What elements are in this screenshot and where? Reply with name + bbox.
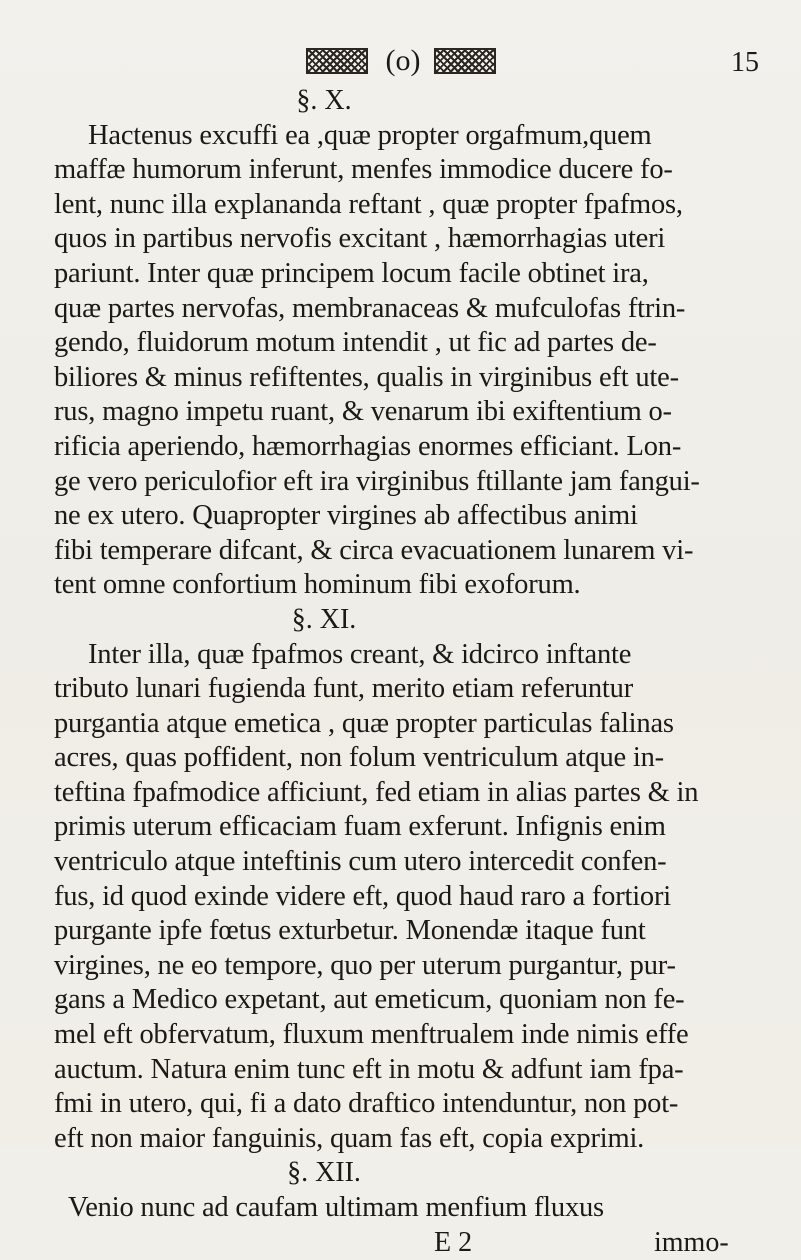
text-line: auctum. Natura enim tunc eft in motu & adfunt iam fpa- — [54, 1053, 684, 1085]
body-text — [54, 84, 770, 1260]
text-line: ventriculo atque inteftinis cum utero intercedit confen- — [54, 846, 667, 878]
text-line: fmi in utero, qui, fi a dato draftico intenduntur, non pot- — [54, 1088, 679, 1120]
page-header — [0, 44, 801, 84]
text-line: tributo lunari fugienda funt, merito etiam referuntur — [54, 673, 633, 705]
text-line: acres, quas poffident, non folum ventriculum atque in- — [54, 742, 664, 774]
section-heading: §. X. — [296, 85, 352, 116]
text-line: primis uterum efficaciam fuam exferunt. Infignis enim — [54, 811, 666, 843]
text-line: tent omne confortium hominum fibi exoforum. — [54, 569, 581, 601]
text-line: Venio nunc ad caufam ultimam menfium fluxus — [68, 1192, 604, 1223]
text-line: lent, nunc illa explananda reftant , quæ propter fpafmos, — [54, 188, 683, 220]
section-heading: §. XI. — [291, 603, 357, 635]
text-line: fibi temperare difcant, & circa evacuationem lunarem vi- — [54, 534, 694, 566]
text-line: virgines, ne eo tempore, quo per uterum purgantur, pur- — [54, 949, 676, 981]
text-line: pariunt. Inter quæ principem locum facile obtinet ira, — [54, 257, 649, 289]
text-line: eft non maior fanguinis, quam fas eft, copia exprimi. — [54, 1122, 645, 1154]
text-line: rus, magno impetu ruant, & venarum ibi exiftentium o- — [54, 396, 672, 428]
text-line: mel eft obfervatum, fluxum menftrualem inde nimis effe — [54, 1019, 689, 1051]
text-line: ne ex utero. Quapropter virgines ab affectibus animi — [54, 500, 638, 532]
text-line: quos in partibus nervofis excitant , hæmorrhagias uteri — [54, 223, 666, 255]
catchword: immo- — [654, 1226, 729, 1258]
text-line: Hactenus excuffi ea ,quæ propter orgafmum,quem — [88, 119, 652, 151]
text-line: biliores & minus refiftentes, qualis in virginibus eft ute- — [54, 361, 679, 393]
text-line: teftina fpafmodice afficiunt, fed etiam in alias partes & in — [54, 776, 699, 808]
text-line: purgante ipfe fœtus exturbetur. Monendæ itaque funt — [54, 915, 646, 947]
page-footer — [54, 1226, 770, 1260]
section-heading: §. XII. — [287, 1157, 361, 1189]
text-line: gendo, fluidorum motum intendit , ut fic ad partes de- — [54, 327, 657, 359]
page-number: 15 — [731, 47, 759, 78]
signature-mark: E 2 — [434, 1226, 473, 1258]
text-line: fus, id quod exinde videre eft, quod haud raro a fortiori — [54, 880, 671, 912]
ornament-left — [306, 48, 368, 74]
text-line: quæ partes nervofas, membranaceas & mufculofas ftrin- — [54, 292, 686, 324]
ornament-right — [434, 48, 496, 74]
text-line: Inter illa, quæ fpafmos creant, & idcirco inftante — [88, 638, 632, 670]
text-line: ge vero periculofior eft ira virginibus ftillante jam fangui- — [54, 465, 700, 497]
text-line: purgantia atque emetica , quæ propter particulas falinas — [54, 707, 674, 739]
text-line: maffæ humorum inferunt, menfes immodice ducere fo- — [54, 154, 673, 186]
text-line: gans a Medico expetant, aut emeticum, quoniam non fe- — [54, 984, 685, 1016]
text-line: rificia aperiendo, hæmorrhagias enormes efficiant. Lon- — [54, 430, 682, 462]
header-ornament-mark: (o) — [385, 44, 421, 77]
